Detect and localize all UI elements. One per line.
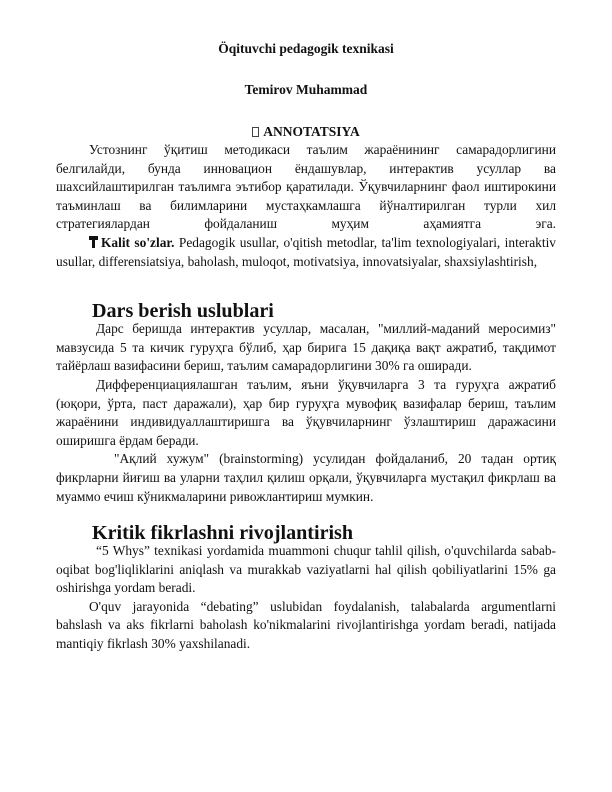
annotation-heading-text: ANNOTATSIYA [263, 124, 360, 139]
section-heading-critical-thinking: Kritik fikrlashni rivojlantirish [92, 522, 354, 545]
annotation-heading [56, 123, 556, 141]
pin-icon [89, 236, 98, 248]
section-heading-teaching-methods: Dars berish uslublari [92, 300, 274, 323]
section1-paragraph-1: Дарс беришда интерактив усуллар, масалан, "миллий-маданий меросимиз" мавзусида 5 та кичик гуруҳга бўлиб, ҳар бирига 15 дақиқа вақт ажратиб, тақдимот тайёрлаш вазифасини бериш, таълим самарадорлигини 30% га оширади. [56, 321, 556, 374]
author-name: Temirov Muhammad [244, 82, 368, 97]
section1-paragraph-2: Дифференциациялашган таълим, яъни ўқувчиларга 3 та гуруҳга ажратиб (юқори, ўрта, паст даражали), ҳар бир гуруҳга мувофиқ вазифалар бериш, таълим жараёнини индивидуаллаштиришга ва ўқувчиларнинг ўзлаштириш даражасини оширишга ёрдам беради. [56, 376, 556, 448]
keywords-paragraph [56, 234, 556, 271]
keywords-label: Kalit so'zlar. [101, 234, 175, 250]
section1-paragraph-3: "Ақлий хужум" (brainstorming) усулидан фойдаланиб, 20 тадан ортиқ фикрларни йиғиш ва уларни таҳлил қилиш орқали, ўқувчиларга мустақил фикрлаш ва муаммо ечиш кўникмаларини ривожлантириш мумкин. [56, 451, 556, 504]
keywords-text: Pedagogik usullar, o'qitish metodlar, ta'lim texnologiyalari, interaktiv usullar, differensiatsiya, baholash, muloqot, motivatsiya, innovatsiyalar, shaxsiylashtirish, [56, 234, 556, 269]
section2-paragraph-2: O'quv jarayonida “debating” uslubidan foydalanish, talabalarda argumentlarni bahslash va aks fikrlarni baholash ko'nikmalarini rivojlantirishga yordam beradi, natijada mantiqiy fikrlash 30% yaxshilanadi. [56, 598, 556, 652]
document-page [56, 40, 556, 654]
section2-paragraph-1: “5 Whys” texnikasi yordamida muammoni chuqur tahlil qilish, o'quvchilarda sabab-oqibat bog'liqliklarini aniqlash va murakkab vaziyatlarni hal qilish qobiliyatlarini 15% ga oshirishga yordam beradi. [56, 543, 556, 596]
paper-title: Öqituvchi pedagogik texnikasi [218, 41, 394, 56]
annotation-paragraph: Устознинг ўқитиш методикаси таълим жараёнининг самарадорлигини белгилайди, бунда инновацион ёндашувлар, интерактив усуллар ва шахсийлаштирилган таълимга эътибор қаратилади. Ўқувчиларнинг фаол иштирокини таъминлаш ва билимларини мустаҳкамлашга йўналтирилган турли хил стратегиялардан фойдаланиш муҳим аҳамиятга эга. [56, 142, 556, 232]
missing-glyph-icon [252, 127, 259, 137]
